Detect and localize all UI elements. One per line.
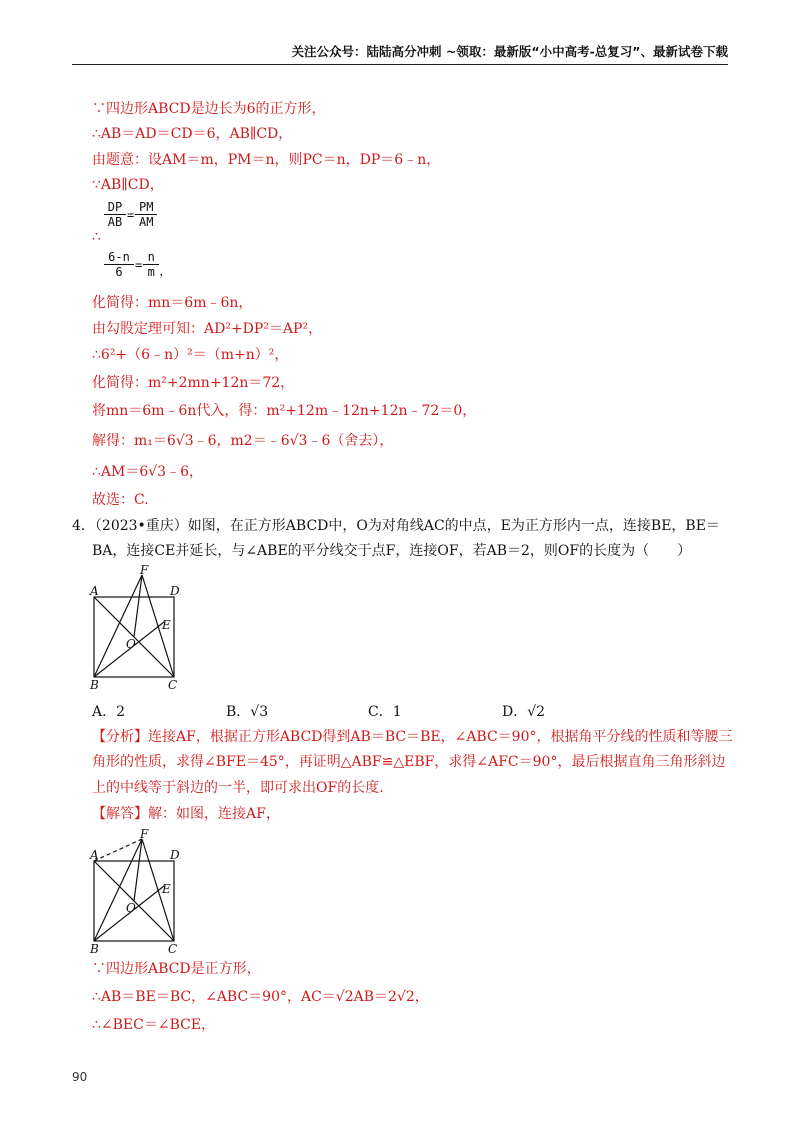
solution3-line-4: ∵AB∥CD， [92, 177, 164, 193]
frac1-left-den: AB [107, 215, 123, 229]
solution3-line-1: ∵四边形ABCD是边长为6的正方形， [92, 101, 326, 117]
choice-c: C．1 [368, 704, 402, 720]
fig2-label-a: A [90, 848, 99, 862]
frac2-left-den: 6 [115, 265, 123, 279]
page-header: 关注公众号：陆陆高分冲刺 ~领取：最新版“小中高考-总复习”、最新试卷下载 [291, 44, 728, 59]
analysis-line3: 上的中线等于斜边的一半，即可求出OF的长度. [92, 780, 384, 796]
question4-text-line2: BA，连接CE并延长，与∠ABE的平分线交于点F，连接OF，若AB＝2，则OF的长度为（ ） [92, 543, 692, 559]
solution3-line-13: 故选：C. [92, 492, 149, 508]
header-rule [72, 64, 728, 65]
fig1-label-f: F [140, 563, 149, 577]
fig1-label-o: O [126, 637, 136, 651]
analysis-line2: 角形的性质，求得∠BFE＝45°，再证明△ABF≌△EBF，求得∠AFC＝90°，最后根据直角三角形斜边 [92, 754, 726, 770]
choice-a: A．2 [92, 704, 126, 720]
solution3-line-11: 解得：m₁＝6√3﹣6，m2＝﹣6√3﹣6（舍去）， [92, 433, 394, 449]
frac2-right-num: n [147, 250, 155, 264]
geometry-figure-answer [86, 826, 196, 956]
therefore-symbol: ∴ [92, 229, 101, 245]
choice-b: B．√3 [226, 704, 269, 720]
frac2-right-den: m [147, 265, 155, 279]
question4-text-line1: 4．（2023•重庆）如图，在正方形ABCD中，O为对角线AC的中点，E为正方形内一点，连接BE，BE＝ [72, 518, 720, 534]
solution3-line-2: ∴AB＝AD＝CD＝6，AB∥CD， [92, 126, 293, 142]
analysis-line1: 【分析】连接AF，根据正方形ABCD得到AB＝BC＝BE，∠ABC＝90°，根据角平分线的性质和等腰三 [92, 729, 733, 745]
solution3-line-3: 由题意：设AM＝m，PM＝n，则PC＝n，DP＝6﹣n， [92, 152, 441, 168]
fig2-label-f: F [140, 827, 149, 841]
frac1-left-num: DP [107, 200, 123, 214]
page-number: 90 [72, 1070, 88, 1084]
answer-intro: 【解答】解：如图，连接AF， [92, 806, 280, 822]
solution3-line-7: 由勾股定理可知：AD²+DP²＝AP²， [92, 321, 323, 337]
fig1-label-e: E [162, 618, 171, 632]
fig2-label-c: C [168, 942, 178, 956]
fraction-equation-1: DP AB = PM AM [104, 200, 157, 229]
fig1-label-d: D [170, 584, 180, 598]
answer-line1: ∵四边形ABCD是正方形， [92, 961, 261, 977]
fig2-label-o: O [126, 901, 136, 915]
fig2-label-b: B [90, 942, 99, 956]
frac2-tail: ， [159, 264, 172, 278]
frac2-left-num: 6-n [108, 250, 130, 264]
geometry-figure-question [86, 562, 196, 692]
answer-line2: ∴AB＝BE＝BC，∠ABC＝90°，AC＝√2AB＝2√2， [92, 989, 429, 1005]
solution3-line-9: 化简得：m²+2mn+12n＝72， [92, 375, 295, 391]
fraction-equation-2: 6-n 6 = n m ， [104, 250, 171, 279]
solution3-line-10: 将mn＝6m﹣6n代入，得：m²+12m﹣12n+12n﹣72＝0， [92, 403, 477, 419]
fig2-label-e: E [162, 882, 171, 896]
choice-d: D．√2 [502, 704, 546, 720]
frac1-right-num: PM [139, 200, 154, 214]
fig1-label-c: C [168, 678, 178, 692]
solution3-line-6: 化简得：mn＝6m﹣6n， [92, 295, 253, 311]
answer-line3: ∴∠BEC＝∠BCE， [92, 1017, 216, 1033]
fig1-label-a: A [90, 584, 99, 598]
solution3-line-12: ∴AM＝6√3﹣6， [92, 464, 203, 480]
solution3-line-8: ∴6²+（6﹣n）²＝（m+n）²， [92, 347, 289, 363]
frac1-right-den: AM [139, 215, 154, 229]
fig1-label-b: B [90, 678, 99, 692]
fig2-label-d: D [170, 848, 180, 862]
